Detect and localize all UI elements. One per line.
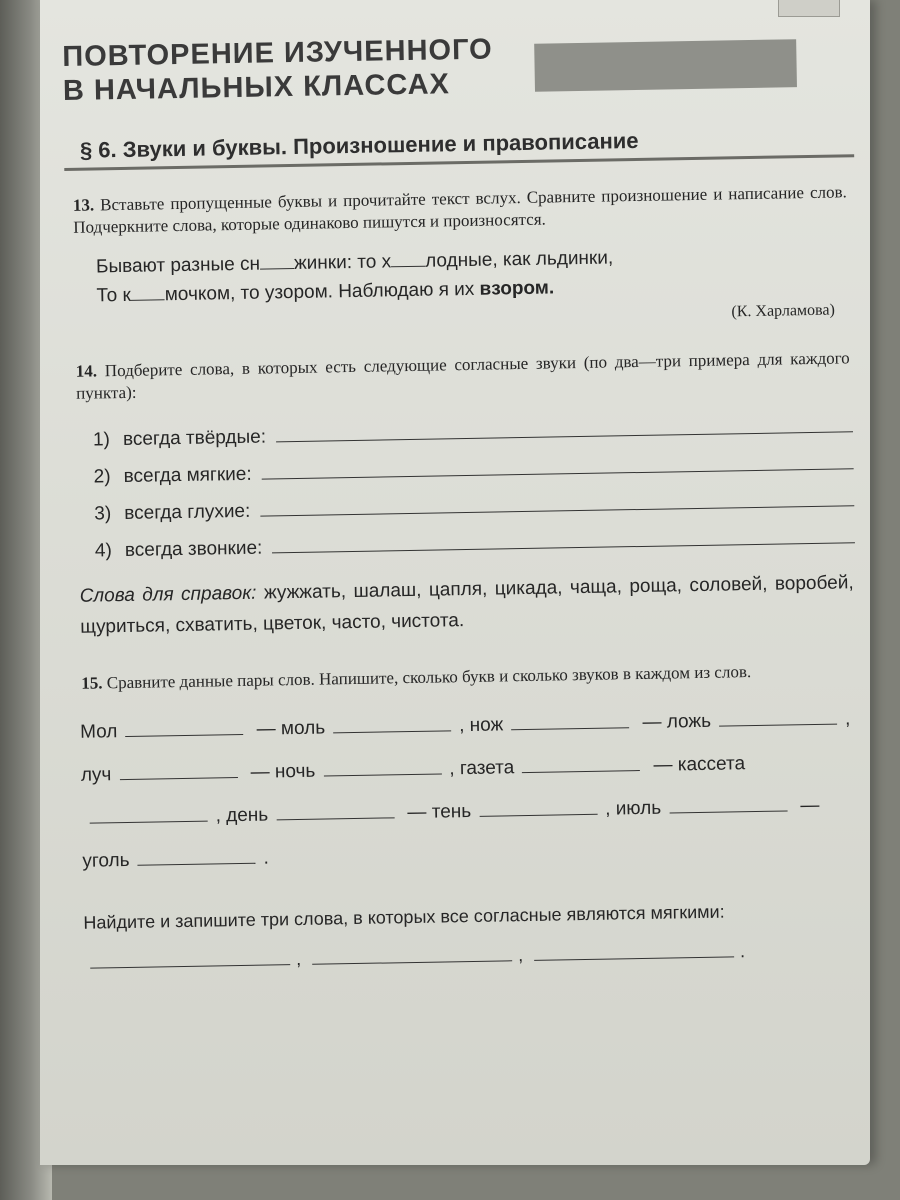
page-content xyxy=(62,24,868,983)
word-pairs: Мол — моль , нож — ложь , луч — ночь , газета — кассета, день — тень , июль — уголь . xyxy=(74,697,867,883)
answer-line[interactable] xyxy=(323,755,441,776)
reference-words xyxy=(71,567,862,643)
soft-task-text: Найдите и запишите три слова, в которых все согласные являются мягкими: xyxy=(83,901,725,933)
section-header-bar xyxy=(534,39,797,92)
section-header xyxy=(62,24,853,108)
word: день xyxy=(225,804,269,827)
word: уголь xyxy=(82,849,130,872)
page-corner-tab xyxy=(778,0,840,17)
word: моль xyxy=(280,717,326,740)
answer-line[interactable] xyxy=(125,716,243,737)
task-text: Сравните данные пары слов. Напишите, сколько букв и сколько звуков в каждом из слов. xyxy=(106,662,752,693)
fill-blank[interactable] xyxy=(260,250,294,270)
consonant-item: 3) всегда глухие: xyxy=(94,475,861,525)
task-14-instructions xyxy=(68,347,859,405)
consonant-item: 1) всегда твёрдые: xyxy=(93,401,860,451)
answer-line[interactable] xyxy=(534,938,734,960)
task-number: 13. xyxy=(72,195,95,215)
answer-line[interactable] xyxy=(333,712,451,733)
word: нож xyxy=(469,714,504,736)
answer-line[interactable] xyxy=(89,803,207,824)
task-number: 14. xyxy=(75,361,98,381)
task-text: Подберите слова, в которых есть следующие согласные звуки (по два—три примера для каждого пункта): xyxy=(76,348,850,403)
word: луч xyxy=(80,764,112,786)
word: кассета xyxy=(677,753,746,776)
word: июль xyxy=(615,797,662,820)
word: ночь xyxy=(274,760,316,783)
task-15-instructions xyxy=(73,659,863,695)
answer-line[interactable] xyxy=(137,845,255,866)
poem-line-2: То к мочком, то узором. Наблюдаю я их взором. xyxy=(96,277,555,307)
task-text: Вставьте пропущенные буквы и прочитайте текст вслух. Сравните произношение и написание слов. Подчеркните слова, которые одинаково пишутся и произносятся. xyxy=(73,182,847,237)
task-number: 15. xyxy=(81,673,103,693)
consonant-item: 4) всегда звонкие: xyxy=(95,512,862,562)
poem xyxy=(66,239,857,311)
poem-attribution: (К. Харламова) xyxy=(731,301,836,321)
consonant-list xyxy=(69,401,861,563)
section-title: ПОВТОРЕНИЕ ИЗУЧЕННОГО В НАЧАЛЬНЫХ КЛАССАХ xyxy=(62,33,493,107)
consonant-item: 2) всегда мягкие: xyxy=(93,438,860,488)
paragraph-title: § 6. Звуки и буквы. Произношение и правописание xyxy=(64,124,854,171)
task-13-instructions xyxy=(65,181,856,239)
word: Мол xyxy=(79,721,118,743)
answer-line[interactable] xyxy=(119,759,237,780)
answer-line[interactable] xyxy=(511,709,629,730)
fill-blank[interactable] xyxy=(391,248,425,268)
answer-line[interactable] xyxy=(276,799,394,820)
answer-line[interactable] xyxy=(669,792,787,813)
reference-list: жужжать, шалаш, цапля, цикада, чаща, роща, соловей, воробей, щуриться, схватить, цветок, часто, чистота. xyxy=(80,572,854,638)
answer-line[interactable] xyxy=(479,796,597,817)
reference-label: Слова для справок: xyxy=(79,582,257,607)
word: газета xyxy=(459,757,515,780)
poem-line-1: Бывают разные сн жинки: то х лодные, как льдинки, xyxy=(95,247,614,278)
soft-consonants-task: Найдите и запишите три слова, в которых все согласные являются мягкими: , , . xyxy=(83,901,746,970)
answer-line[interactable] xyxy=(312,942,512,964)
answer-line[interactable] xyxy=(272,542,855,553)
answer-line[interactable] xyxy=(522,752,640,773)
word: ложь xyxy=(666,710,712,733)
answer-line[interactable] xyxy=(90,946,290,968)
fill-blank[interactable] xyxy=(131,281,165,301)
word: тень xyxy=(431,800,472,823)
answer-line[interactable] xyxy=(719,706,837,727)
